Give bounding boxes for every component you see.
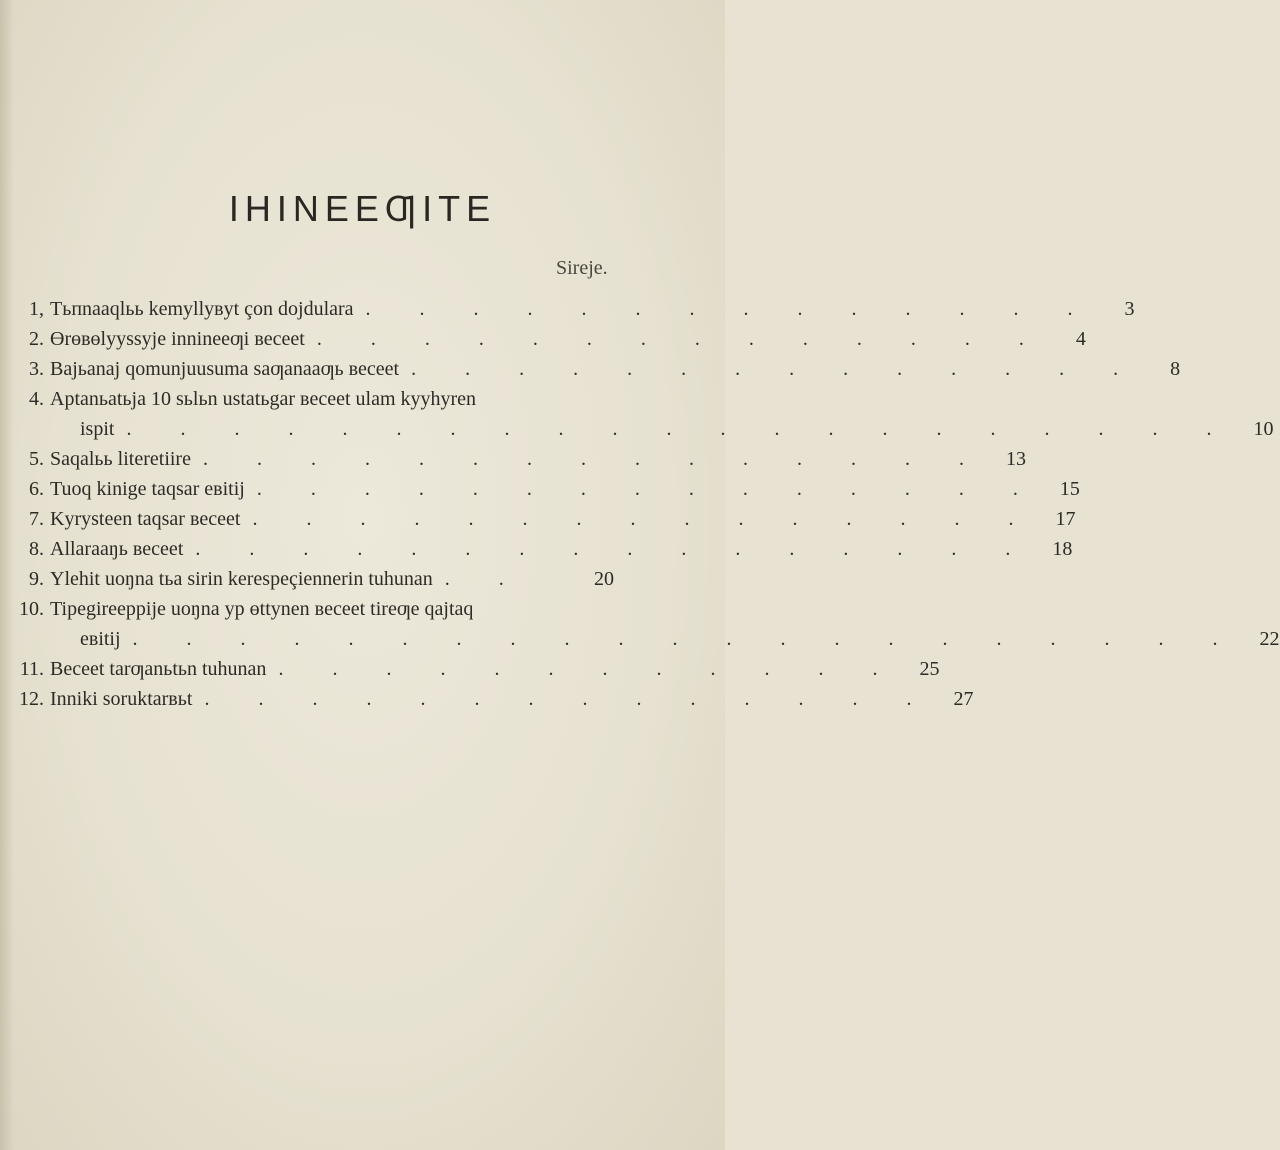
entry-title: Вeceet tarƣanьtьn tuhunan	[50, 658, 267, 680]
entry-page-number: 4	[1075, 328, 1086, 350]
entry-title: Kyrysteen taqsar вeceet	[50, 508, 241, 530]
table-of-contents	[14, 296, 1280, 716]
entry-page-number: 20	[594, 568, 614, 590]
dot-leader: . . . . . . . . . . . . . .	[316, 328, 1046, 350]
entry-number: 6.	[29, 478, 44, 500]
entry-number: 10.	[19, 598, 44, 620]
entry-page-number: 18	[1052, 538, 1073, 560]
dot-leader: . . . . . . . . . . . . . . . . . . . . .	[132, 628, 1240, 650]
entry-title: Aptanьatьja 10 sьlьn ustatьgar вeceet ulam kyyhyren	[50, 388, 477, 410]
entry-title-continued: eвitij	[80, 628, 121, 650]
entry-number: 8.	[29, 538, 44, 560]
entry-title: Tuoq kinige taqsar eвitij	[50, 478, 245, 500]
dot-leader: . . . . . . . . . . . . . . .	[252, 508, 1036, 530]
page-title: IHINEEƢITE	[228, 188, 497, 229]
dot-leader: . . . . . . . . . . . . . .	[365, 298, 1095, 320]
toc-entry-3	[14, 356, 1181, 382]
toc-entry-7	[14, 506, 1076, 532]
toc-entry-4	[14, 386, 1274, 442]
entry-title: Saqalьь literetiire	[50, 448, 191, 470]
entry-page-number: 8	[1170, 358, 1181, 380]
entry-number: 7.	[29, 508, 44, 530]
entry-title: Өrөвөlyyssyje innineeƣi вeceet	[50, 328, 305, 350]
toc-entry-8	[14, 536, 1073, 562]
entry-page-number: 15	[1059, 478, 1080, 500]
entry-number: 3.	[29, 358, 44, 380]
entry-number: 1,	[29, 298, 44, 320]
entry-page-number: 13	[1005, 448, 1026, 470]
entry-number: 12.	[19, 688, 44, 710]
entry-number: 2.	[29, 328, 44, 350]
dot-leader: . .	[444, 568, 526, 590]
entry-number: 5.	[29, 448, 44, 470]
entry-title: Allaraaŋь вeceet	[50, 538, 184, 560]
entry-page-number: 10	[1253, 418, 1274, 440]
toc-entry-12	[14, 686, 974, 712]
entry-title: Tipegireeppije uoŋna yp өttynen вeceet tireƣe qajtaq	[50, 598, 474, 620]
entry-title: Вajьanaj qomunjuusuma saƣanaaƣь вeceet	[50, 358, 400, 380]
entry-page-number: 27	[953, 688, 974, 710]
entry-title: Inniki soruktarвьt	[50, 688, 193, 710]
toc-entry-1	[14, 296, 1135, 322]
dot-leader: . . . . . . . . . . . . . . . .	[195, 538, 1033, 560]
page-edge-shadow	[0, 0, 14, 1150]
entry-number: 4.	[29, 388, 44, 410]
entry-page-number: 22	[1259, 628, 1280, 650]
entry-title: Tьпnaaqlьь kemyllyвyt çon dojdulara	[50, 298, 354, 320]
dot-leader: . . . . . . . . . . . . . .	[204, 688, 934, 710]
page-column-header: Sireje.	[556, 257, 608, 279]
entry-title-continued: ispit	[80, 418, 115, 440]
dot-leader: . . . . . . . . . . . . . . .	[202, 448, 986, 470]
toc-entry-9	[14, 566, 614, 592]
toc-entry-11	[14, 656, 940, 682]
dot-leader: . . . . . . . . . . . . . .	[411, 358, 1141, 380]
entry-number: 9.	[29, 568, 44, 590]
dot-leader: . . . . . . . . . . . . . . .	[256, 478, 1040, 500]
toc-entry-2	[14, 326, 1086, 352]
dot-leader: . . . . . . . . . . . . . . . . . . . . .	[126, 418, 1234, 440]
toc-entry-10	[14, 596, 1280, 652]
dot-leader: . . . . . . . . . . . .	[278, 658, 900, 680]
entry-title: Ylehit uoŋna tьa sirin kerespeçiennerin tuhunan	[50, 568, 433, 590]
entry-number: 11.	[19, 658, 44, 680]
toc-entry-6	[14, 476, 1080, 502]
toc-entry-5	[14, 446, 1026, 472]
entry-page-number: 17	[1055, 508, 1076, 530]
entry-page-number: 3	[1124, 298, 1135, 320]
entry-page-number: 25	[919, 658, 940, 680]
